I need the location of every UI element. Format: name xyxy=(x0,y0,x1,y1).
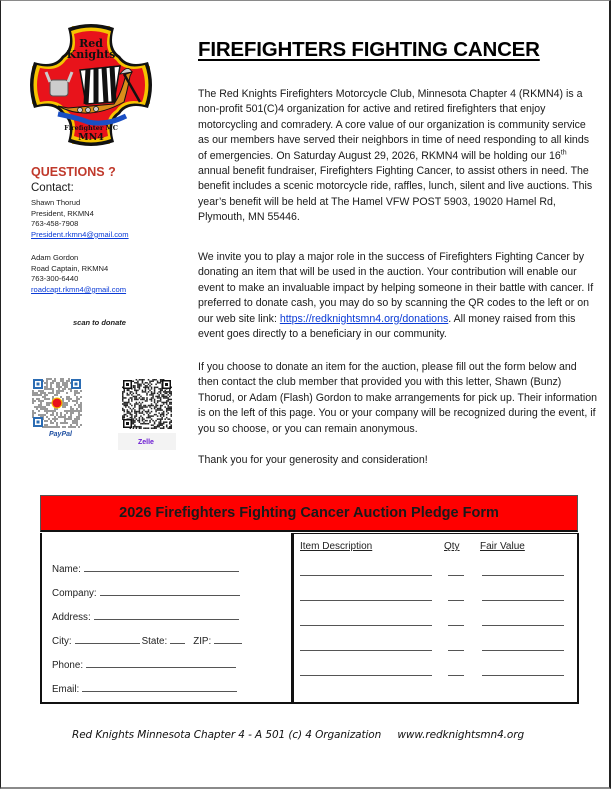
qty-blank[interactable] xyxy=(448,650,464,651)
item-description-blank[interactable] xyxy=(300,650,432,651)
invite-paragraph xyxy=(198,250,598,342)
logo-bottom-text: Firefighter MC xyxy=(64,124,118,132)
fair-value-blank[interactable] xyxy=(482,625,564,626)
red-knights-logo xyxy=(28,22,154,148)
item-description-blank[interactable] xyxy=(300,600,432,601)
intro-text-cont: annual benefit fundraiser, Firefighters Fighting Cancer, to assist others in need. The benefit includes a scenic motorcycle ride, raffles, lunch, silent and live auctions. This year’s benefit will be held at The Hamel VFW POST 5903, 19020 Hamel Rd, Plymouth, MN 55446. xyxy=(198,165,593,224)
city-state-zip-field[interactable]: City: State: ZIP: xyxy=(52,636,242,647)
item-description-blank[interactable] xyxy=(300,675,432,676)
contact-name: Adam Gordon xyxy=(31,253,79,262)
instructions-paragraph: If you choose to donate an item for the auction, please fill out the form below and then contact the club member that provided you with this letter, Shawn (Bunz) Thorud, or Adam (Flash) Gordon to make arrangements for pick up. Their information is on the left of this page. You or your company will be recognized during the event, if you so choose, or you can remain anonymous. xyxy=(198,361,598,435)
intro-paragraph xyxy=(198,87,598,226)
donations-link[interactable]: https://redknightsmn4.org/donations xyxy=(279,312,449,325)
item-pledge-section xyxy=(292,533,579,704)
footer-org: Red Knights Minnesota Chapter 4 - A 501 (c) 4 Organization xyxy=(72,729,382,741)
zelle-label: Zelle xyxy=(138,439,154,446)
scan-to-donate-label: scan to donate xyxy=(73,318,126,327)
paypal-label: PayPal xyxy=(49,431,72,438)
paypal-qr-code-icon[interactable] xyxy=(32,378,82,428)
qty-blank[interactable] xyxy=(448,600,464,601)
fair-value-blank[interactable] xyxy=(482,675,564,676)
item-description-blank[interactable] xyxy=(300,625,432,626)
contact-name: Shawn Thorud xyxy=(31,198,81,207)
address-field[interactable]: Address: xyxy=(52,612,239,623)
questions-heading: QUESTIONS ? xyxy=(31,165,116,179)
contact-heading: Contact: xyxy=(31,182,74,194)
svg-text:Knights: Knights xyxy=(66,48,116,61)
phone-field[interactable]: Phone: xyxy=(52,660,236,671)
email-field[interactable]: Email: xyxy=(52,684,237,695)
qty-blank[interactable] xyxy=(448,575,464,576)
name-field[interactable]: Name: xyxy=(52,564,239,575)
contact-role: President, RKMN4 xyxy=(31,208,94,218)
contact-email-link[interactable]: President.rkmn4@gmail.com xyxy=(31,229,129,239)
page-title: FIREFIGHTERS FIGHTING CANCER xyxy=(198,38,540,61)
contact-email-link[interactable]: roadcapt.rkmn4@gmail.com xyxy=(31,284,127,294)
contact-role: Road Captain, RKMN4 xyxy=(31,263,109,273)
logo-chapter-text: MN4 xyxy=(78,132,104,143)
column-header-fair-value: Fair Value xyxy=(480,541,525,552)
thank-you-paragraph: Thank you for your generosity and consideration! xyxy=(198,454,428,466)
contact-phone: 763-300-6440 xyxy=(31,274,79,284)
column-header-item-description: Item Description xyxy=(300,541,373,552)
contact-card xyxy=(31,253,126,295)
logo-top-text: Red xyxy=(79,37,103,50)
qty-blank[interactable] xyxy=(448,675,464,676)
fair-value-blank[interactable] xyxy=(482,650,564,651)
invite-text-cont: . All money raised from this event goes directly to a beneficiary in our community. xyxy=(198,312,576,341)
contact-card xyxy=(31,198,129,240)
intro-text: The Red Knights Firefighters Motorcycle Club, Minnesota Chapter 4 (RKMN4) is a non-profit 501(C)4 organization for active and retired firefighters that enjoy motorcycling and comradery. A core value of our organization is community service as our members have served their neighbors in time of need responding to all kinds of emergencies. On Saturday August 29, 2026, RKMN4 will be holding our 16 xyxy=(198,88,590,162)
company-field[interactable]: Company: xyxy=(52,588,240,599)
donor-info-section xyxy=(40,533,292,704)
footer xyxy=(72,729,524,741)
fair-value-blank[interactable] xyxy=(482,600,564,601)
contact-phone: 763-458-7908 xyxy=(31,219,79,229)
item-description-blank[interactable] xyxy=(300,575,432,576)
fair-value-blank[interactable] xyxy=(482,575,564,576)
pledge-form-header: 2026 Firefighters Fighting Cancer Auction Pledge Form xyxy=(40,495,578,532)
invite-text: We invite you to play a major role in the success of Firefighters Fighting Cancer by donating an item that will be used in the auction. Your contribution will enable our event to make an invaluable impact by helping someone in their battle with cancer. If preferred to donate cash, you may do so by scanning the QR codes to the left or on our web site link: xyxy=(198,251,594,325)
ordinal-suffix: th xyxy=(560,149,567,157)
footer-website[interactable]: www.redknightsmn4.org xyxy=(397,729,525,741)
column-header-qty: Qty xyxy=(444,541,460,552)
zelle-qr-code-icon[interactable] xyxy=(122,379,172,429)
qty-blank[interactable] xyxy=(448,625,464,626)
